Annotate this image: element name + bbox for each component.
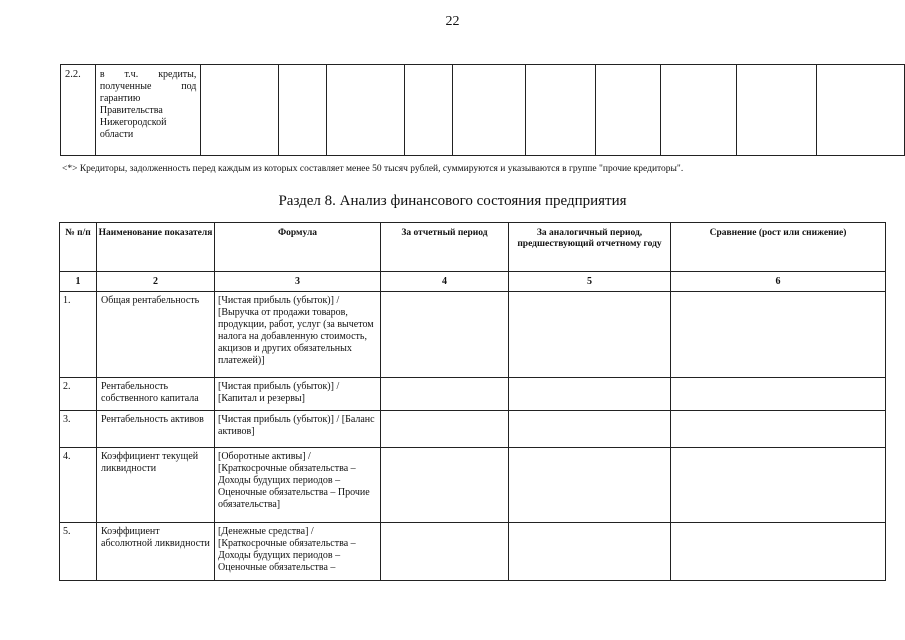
column-number: 5: [509, 272, 671, 292]
empty-cell: [671, 448, 886, 523]
empty-cell: [737, 65, 817, 156]
table-row: [60, 292, 886, 378]
empty-cell: [595, 65, 660, 156]
row-index: 2.: [60, 378, 97, 411]
table-row: [60, 448, 886, 523]
page-number: 22: [445, 14, 460, 29]
table-row: [60, 411, 886, 448]
header-cell: Формула: [215, 223, 381, 272]
empty-cell: [381, 378, 509, 411]
header-row: [60, 223, 886, 272]
header-cell: За отчетный период: [381, 223, 509, 272]
empty-cell: [405, 65, 453, 156]
row-name: в т.ч. кредиты, полученные под гарантию Правительства Нижегородской области: [95, 65, 201, 156]
indicator-name: Рентабельность активов: [97, 411, 215, 448]
empty-cell: [381, 292, 509, 378]
header-cell: Сравнение (рост или снижение): [671, 223, 886, 272]
indicator-name: Коэффициент абсолютной ликвидности: [97, 523, 215, 581]
financial-analysis-table: [59, 222, 886, 581]
empty-cell: [671, 523, 886, 581]
continued-table: [60, 64, 905, 156]
row-number: 2.2.: [61, 65, 96, 156]
indicator-formula: [Чистая прибыль (убыток)] / [Капитал и резервы]: [215, 378, 381, 411]
empty-cell: [381, 411, 509, 448]
row-index: 1.: [60, 292, 97, 378]
empty-cell: [381, 523, 509, 581]
empty-cell: [453, 65, 526, 156]
column-number: 4: [381, 272, 509, 292]
column-number: 2: [97, 272, 215, 292]
row-index: 5.: [60, 523, 97, 581]
row-index: 3.: [60, 411, 97, 448]
empty-cell: [671, 292, 886, 378]
indicator-name: Рентабельность собственного капитала: [97, 378, 215, 411]
indicator-name: Коэффициент текущей ликвидности: [97, 448, 215, 523]
empty-cell: [381, 448, 509, 523]
indicator-formula: [Оборотные активы] / [Краткосрочные обязательства – Доходы будущих периодов – Оценочные обязательства – Прочие обязательства]: [215, 448, 381, 523]
header-cell: № п/п: [60, 223, 97, 272]
empty-cell: [509, 378, 671, 411]
empty-cell: [201, 65, 279, 156]
indicator-formula: [Чистая прибыль (убыток)] / [Выручка от продажи товаров, продукции, работ, услуг (за вычетом налога на добавленную стоимость, акцизов и других обязательных платежей)]: [215, 292, 381, 378]
column-number: 3: [215, 272, 381, 292]
empty-cell: [509, 411, 671, 448]
empty-cell: [816, 65, 904, 156]
empty-cell: [509, 292, 671, 378]
empty-cell: [279, 65, 327, 156]
column-number-row: [60, 272, 886, 292]
table-row: [60, 378, 886, 411]
indicator-formula: [Денежные средства] / [Краткосрочные обязательства – Доходы будущих периодов – Оценочные обязательства –: [215, 523, 381, 581]
column-number: 1: [60, 272, 97, 292]
table-row: [61, 65, 905, 156]
empty-cell: [671, 378, 886, 411]
section-title: Раздел 8. Анализ финансового состояния предприятия: [278, 193, 627, 209]
row-index: 4.: [60, 448, 97, 523]
indicator-name: Общая рентабельность: [97, 292, 215, 378]
indicator-formula: [Чистая прибыль (убыток)] / [Баланс активов]: [215, 411, 381, 448]
empty-cell: [509, 523, 671, 581]
header-cell: Наименование показателя: [97, 223, 215, 272]
empty-cell: [509, 448, 671, 523]
empty-cell: [660, 65, 737, 156]
empty-cell: [526, 65, 595, 156]
header-cell: За аналогичный период, предшествующий отчетному году: [509, 223, 671, 272]
empty-cell: [671, 411, 886, 448]
empty-cell: [327, 65, 405, 156]
footnote: <*> Кредиторы, задолженность перед каждым из которых составляет менее 50 тысяч рублей, суммируются и указываются в группе "прочие кредиторы".: [62, 164, 684, 174]
column-number: 6: [671, 272, 886, 292]
table-row: [60, 523, 886, 581]
